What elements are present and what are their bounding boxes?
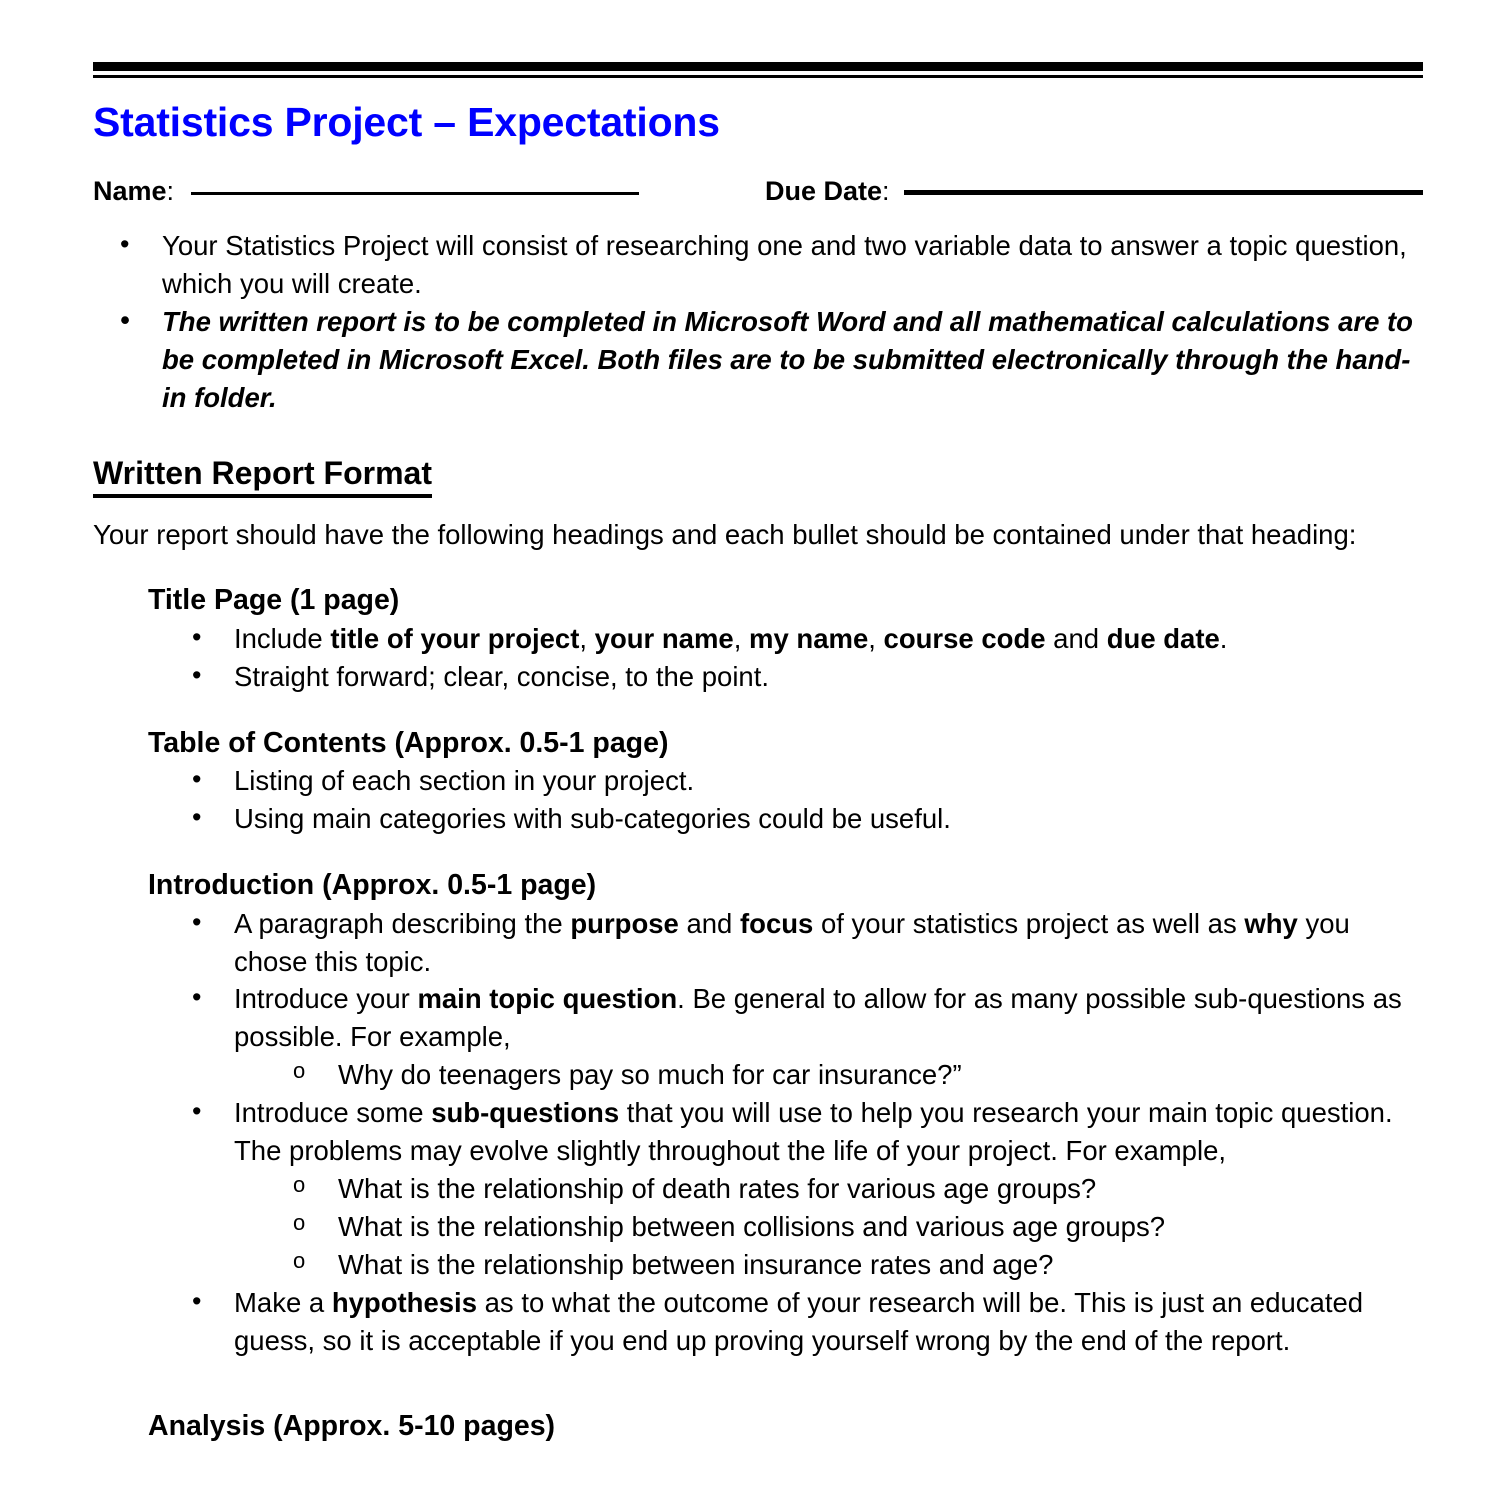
body-text: . [1219, 622, 1228, 654]
section-title: Title Page (1 page) [148, 584, 400, 617]
due-date-colon: : [882, 176, 890, 207]
due-date-input-line[interactable] [904, 190, 1423, 195]
report-sections [93, 581, 1423, 1359]
name-input-line[interactable] [191, 192, 639, 195]
body-text: Make a [234, 1286, 332, 1318]
list-item [93, 1094, 1423, 1170]
header-rule-thin [93, 75, 1423, 78]
document-content [93, 62, 1423, 1445]
body-text: . Be general to allow for as many possible sub-questions as possible. For example, [234, 983, 1402, 1053]
sub-list-wrapper [93, 1056, 1423, 1094]
list-item [93, 1284, 1423, 1360]
body-text: Include [234, 622, 331, 654]
emphasis-text: due date [1106, 622, 1220, 654]
list-item: • Your Statistics Project will consist of researching one and two variable data to answer a topic question, which you will create. [93, 227, 1423, 303]
section-bullet-list [93, 905, 1423, 1360]
section-title: Introduction (Approx. 0.5-1 page) [148, 869, 597, 902]
body-text: A paragraph describing the [234, 907, 571, 939]
body-text: Introduce some [234, 1097, 432, 1129]
section-bullet-list [93, 762, 1423, 838]
name-field-group [93, 175, 765, 207]
body-text: as to what the outcome of your research will be. This is just an educated guess, so it is acceptable if you end up proving yourself wrong by the end of the report. [234, 1286, 1364, 1356]
sub-bullet-list [93, 1056, 1423, 1094]
section-bullet-list [93, 620, 1423, 696]
sub-list-item: o Why do teenagers pay so much for car insurance?” [93, 1056, 1423, 1094]
report-section [93, 581, 1423, 695]
header-rule-thick [93, 62, 1423, 71]
body-text: and [678, 907, 740, 939]
report-section [93, 724, 1423, 838]
name-duedate-row [93, 175, 1423, 207]
sub-list-item: o What is the relationship between collisions and various age groups? [93, 1208, 1423, 1246]
due-date-field-group [765, 175, 1423, 207]
body-text: of your statistics project as well as [813, 907, 1245, 939]
header-double-rule [93, 62, 1423, 78]
body-text: Introduce your [234, 983, 418, 1015]
emphasis-text: hypothesis [331, 1286, 477, 1318]
body-text: Using main categories with sub-categories could be useful. [234, 803, 951, 835]
page-title: Statistics Project – Expectations [93, 99, 720, 145]
name-colon: : [166, 176, 175, 207]
emphasis-text: purpose [570, 907, 679, 939]
section-title: Table of Contents (Approx. 0.5-1 page) [148, 726, 669, 759]
emphasis-text: why [1244, 907, 1298, 939]
sub-list-item: o What is the relationship between insurance rates and age? [93, 1246, 1423, 1284]
body-text: and [1045, 622, 1107, 654]
emphasis-text: course code [883, 622, 1046, 654]
list-item [93, 905, 1423, 981]
emphasis-text: title of your project [330, 622, 580, 654]
emphasis-text: my name [749, 622, 869, 654]
body-text: Listing of each section in your project. [234, 765, 695, 797]
list-item [93, 620, 1423, 658]
sub-list-item: o What is the relationship of death rates for various age groups? [93, 1170, 1423, 1208]
body-text: , [868, 622, 884, 654]
sub-bullet-list [93, 1170, 1423, 1284]
written-report-format-heading: Written Report Format [93, 454, 432, 497]
list-item [93, 800, 1423, 838]
name-label: Name: [93, 176, 175, 207]
written-report-format-intro: Your report should have the following headings and each bullet should be contained under that heading: [93, 518, 1357, 550]
list-item: • The written report is to be completed in Microsoft Word and all mathematical calculations are to be completed in Microsoft Excel. Both files are to be submitted electronically through the hand-in folder. [93, 303, 1423, 417]
due-date-label: Due Date: [765, 176, 890, 207]
emphasis-text: focus [740, 907, 814, 939]
emphasis-text: main topic question [417, 983, 678, 1015]
sub-list-wrapper [93, 1170, 1423, 1284]
report-section [93, 866, 1423, 1360]
emphasis-text: sub-questions [431, 1097, 620, 1129]
list-item [93, 762, 1423, 800]
intro-bullet-list [93, 227, 1423, 417]
body-text: , [579, 622, 595, 654]
analysis-heading: Analysis (Approx. 5-10 pages) [148, 1409, 556, 1442]
body-text: Straight forward; clear, concise, to the point. [234, 660, 770, 692]
emphasis-text: your name [594, 622, 734, 654]
list-item [93, 658, 1423, 696]
body-text: you chose this topic. [234, 907, 1350, 977]
body-text: that you will use to help you research your main topic question. The problems may evolve slightly throughout the life of your project. For example, [234, 1097, 1393, 1167]
list-item [93, 980, 1423, 1056]
body-text: , [733, 622, 750, 654]
